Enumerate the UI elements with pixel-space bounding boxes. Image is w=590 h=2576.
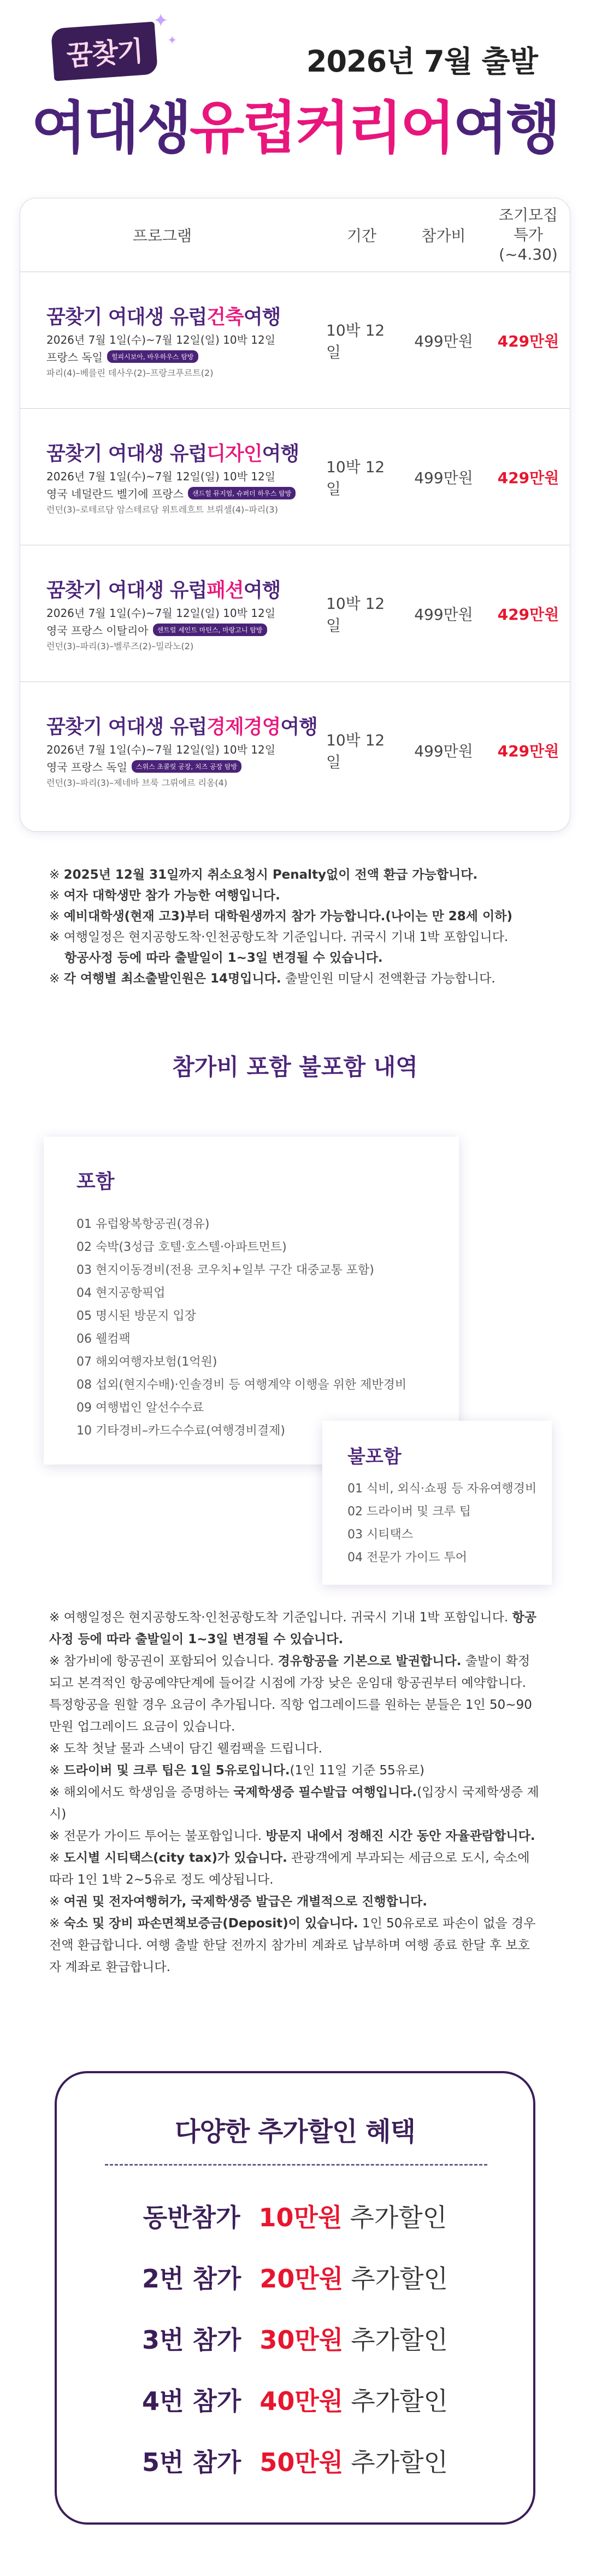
countries-text: 영국 프랑스 이탈리아 — [46, 624, 149, 637]
program-countries — [46, 758, 241, 774]
discount-amount: 50만원 — [259, 2448, 344, 2477]
notice-item: ※ 예비대학생(현재 고3)부터 대학원생까지 참가 가능합니다.(나이는 만 28세 이하) — [49, 909, 512, 924]
title-suffix: 여행 — [262, 443, 299, 465]
program-countries — [46, 622, 267, 638]
page-header — [0, 0, 590, 180]
notice-item: ※ 2025년 12월 31일까지 취소요청시 Penalty없이 전액 환급 가능합니다. — [49, 868, 478, 882]
program-dates: 2026년 7월 1일(수)~7월 12일(일) 10박 12일 — [46, 743, 276, 756]
list-item: 10 기타경비–카드수수료(여행경비결제) — [76, 1424, 285, 1438]
excluded-list — [347, 1478, 536, 1569]
discount-label: 4번 참가 — [142, 2386, 241, 2416]
list-item: 02 드라이버 및 크루 팁 — [347, 1505, 471, 1519]
program-dates: 2026년 7월 1일(수)~7월 12일(일) 10박 12일 — [46, 470, 276, 483]
list-item: 01 식비, 외식·쇼핑 등 자유여행경비 — [347, 1482, 537, 1496]
discount-suffix: 추가할인 — [351, 2264, 448, 2293]
program-early-price: 429만원 — [497, 742, 559, 760]
visit-badge: 센트럴 세인트 마틴스, 마랑고니 탐방 — [153, 624, 267, 636]
discount-amount: 30만원 — [259, 2325, 344, 2355]
discount-amount: 10만원 — [258, 2203, 343, 2232]
notice-item: ※ 해외에서도 학생임을 증명하는 국제학생증 필수발급 여행입니다.(입장시 국제학생증 제시) — [49, 1785, 539, 1821]
program-period: 10박 12일 — [326, 321, 385, 361]
list-item: 04 현지공항픽업 — [76, 1286, 166, 1300]
program-title — [46, 438, 299, 466]
notice-item: ※ 도시별 시티택스(city tax)가 있습니다. 관광객에게 부과되는 세금으로 도시, 숙소에 따라 1인 1박 2~5유로 정도 예상됩니다. — [49, 1851, 530, 1887]
inclusion-section-title: 참가비 포함 불포함 내역 — [172, 1054, 418, 1080]
title-part1: 여대생 — [31, 95, 190, 161]
sparkle-icon: ✦ — [167, 34, 178, 48]
title-prefix: 꿈찾기 여대생 유럽 — [46, 579, 207, 602]
discount-label: 동반참가 — [143, 2203, 240, 2232]
discount-amount: 20만원 — [259, 2264, 344, 2293]
title-highlight: 디자인 — [206, 443, 262, 465]
list-item: 03 현지이동경비(전용 코우치+일부 구간 대중교통 포함) — [76, 1263, 374, 1277]
included-list — [76, 1213, 406, 1443]
table-row[interactable] — [20, 545, 570, 681]
list-item: 03 시티택스 — [347, 1528, 413, 1542]
visit-badge: 스위스 초콜릿 공장, 치즈 공장 탐방 — [132, 760, 241, 773]
program-title — [46, 711, 317, 739]
title-part2: 유럽커리어 — [190, 95, 453, 161]
program-fee: 499만원 — [414, 332, 473, 350]
discount-row — [57, 2381, 533, 2418]
table-row[interactable] — [20, 681, 570, 818]
list-item: 09 여행법인 알선수수료 — [76, 1401, 204, 1415]
notice-item: ※ 여행일정은 현지공항도착·인천공항도착 기준입니다. 귀국시 기내 1박 포함입니다. — [49, 930, 509, 944]
program-fee: 499만원 — [414, 469, 473, 487]
discount-label: 3번 참가 — [142, 2325, 241, 2355]
title-highlight: 경제경영 — [206, 716, 281, 738]
countries-text: 프랑스 독일 — [46, 351, 103, 364]
notice-item: ※ 각 여행별 최소출발인원은 14명입니다. 출발인원 미달시 전액환급 가능합니다. — [49, 972, 495, 986]
sparkle-icon: ✦ — [153, 10, 169, 32]
discount-title: 다양한 추가할인 혜택 — [175, 2116, 415, 2147]
program-countries — [46, 485, 296, 501]
notice-item: ※ 여자 대학생만 참가 가능한 여행입니다. — [49, 889, 280, 903]
header-program: 프로그램 — [132, 227, 192, 245]
notice-item: 항공사정 등에 따라 출발일이 1~3일 변경될 수 있습니다. — [64, 951, 383, 965]
discount-suffix: 추가할인 — [350, 2203, 447, 2232]
excluded-card — [322, 1421, 552, 1585]
discount-row — [57, 2443, 533, 2479]
program-fee: 499만원 — [414, 742, 473, 760]
notice-item: ※ 전문가 가이드 투어는 불포함입니다. 방문지 내에서 정해진 시간 동안 자율관람합니다. — [49, 1829, 535, 1843]
list-item: 08 섭외(현지수배)·인솔경비 등 여행계약 이행을 위한 제반경비 — [76, 1378, 407, 1392]
notice-item: ※ 도착 첫날 물과 스낵이 담긴 웰컴팩을 드립니다. — [49, 1742, 322, 1756]
table-row[interactable] — [20, 272, 570, 408]
header-fee: 참가비 — [421, 227, 466, 245]
discount-row — [57, 2198, 533, 2234]
program-fee: 499만원 — [414, 605, 473, 624]
notice-item: ※ 여행일정은 현지공항도착·인천공항도착 기준입니다. 귀국시 기내 1박 포함입니다. 항공사정 등에 따라 출발일이 1~3일 변경될 수 있습니다. — [49, 1610, 536, 1646]
program-dates: 2026년 7월 1일(수)~7월 12일(일) 10박 12일 — [46, 333, 276, 346]
notice-item: ※ 드라이버 및 크루 팁은 1일 5유로입니다.(1인 11일 기준 55유로) — [49, 1763, 425, 1778]
departure-date: 2026년 7월 출발 — [306, 44, 538, 79]
title-prefix: 꿈찾기 여대생 유럽 — [46, 443, 207, 465]
notice-item: ※ 숙소 및 장비 파손면책보증금(Deposit)이 있습니다. 1인 50유로로 파손이 없을 경우 전액 환급합니다. 여행 출발 한달 전까지 참가비 계좌로 납부하며 여행 종료 한달 후 보호자 계좌로 환급합니다. — [49, 1916, 536, 1974]
program-table — [20, 198, 570, 832]
program-dates: 2026년 7월 1일(수)~7월 12일(일) 10박 12일 — [46, 607, 276, 620]
page-title — [0, 82, 590, 164]
list-item: 07 해외여행자보험(1억원) — [76, 1355, 217, 1369]
program-route: 런던(3)–로테르담 암스테르담 위트레흐트 브뤼셀(4)–파리(3) — [46, 504, 278, 515]
list-item: 05 명시된 방문지 입장 — [76, 1309, 196, 1323]
header-early-price: 조기모집 특가 (~4.30) — [498, 206, 558, 263]
program-early-price: 429만원 — [497, 605, 559, 624]
program-period: 10박 12일 — [326, 595, 385, 634]
notice-item: ※ 참가비에 항공권이 포함되어 있습니다. 경유항공을 기본으로 발권합니다. 출발이 확정되고 본격적인 항공예약단계에 들어갈 시점에 가장 낮은 운임대 항공권부터 예약합니다. 특정항공을 원할 경우 요금이 추가됩니다. 직항 업그레이드를 원하는 분들은 1인 50~90만원 업그레이드 요금이 있습니다. — [49, 1654, 532, 1734]
program-route: 런던(3)–파리(3)–제네바 브룩 그뤼에르 리옹(4) — [46, 778, 228, 788]
dashed-divider — [105, 2164, 487, 2166]
excluded-title: 불포함 — [347, 1446, 402, 1468]
list-item: 02 숙박(3성급 호텔·호스텔·아파트먼트) — [76, 1240, 287, 1254]
title-prefix: 꿈찾기 여대생 유럽 — [46, 306, 207, 328]
list-item: 04 전문가 가이드 투어 — [347, 1551, 467, 1565]
program-early-price: 429만원 — [497, 469, 559, 487]
discount-label: 5번 참가 — [142, 2448, 241, 2477]
program-route: 런던(3)–파리(3)–벨루즈(2)–밀라노(2) — [46, 641, 194, 651]
program-countries — [46, 349, 198, 364]
header-period: 기간 — [346, 227, 377, 245]
detail-notice-list — [49, 1607, 541, 1978]
title-prefix: 꿈찾기 여대생 유럽 — [46, 716, 207, 738]
title-highlight: 건축 — [206, 306, 244, 328]
list-item: 01 유럽왕복항공권(경유) — [76, 1218, 210, 1231]
title-highlight: 패션 — [206, 579, 244, 602]
program-route: 파리(4)–베를린 데사우(2)–프랑크푸르트(2) — [46, 368, 214, 378]
discount-amount: 40만원 — [259, 2386, 344, 2416]
title-suffix: 여행 — [243, 306, 281, 328]
program-title — [46, 302, 280, 330]
program-period: 10박 12일 — [326, 731, 385, 771]
list-item: 06 웰컴팩 — [76, 1332, 131, 1346]
visit-badge: 샌드힐 뮤지엄, 슈퍼더 하우스 탐방 — [188, 487, 296, 499]
notice-list — [49, 864, 541, 989]
table-header — [20, 198, 570, 272]
countries-text: 영국 프랑스 독일 — [46, 761, 127, 774]
discount-suffix: 추가할인 — [351, 2325, 448, 2355]
program-early-price: 429만원 — [497, 332, 559, 350]
logo-text: 꿈찾기 — [65, 35, 144, 72]
included-card — [44, 1137, 459, 1465]
title-suffix: 여행 — [280, 716, 317, 738]
discount-label: 2번 참가 — [142, 2264, 241, 2293]
program-title — [46, 575, 280, 603]
included-title: 포함 — [76, 1171, 115, 1193]
visit-badge: 힐피시보아, 바우하우스 탐방 — [107, 350, 198, 363]
discount-suffix: 추가할인 — [351, 2386, 448, 2416]
discount-card — [55, 2071, 535, 2525]
program-period: 10박 12일 — [326, 458, 385, 498]
title-part3: 여행 — [453, 95, 559, 161]
logo — [51, 21, 158, 81]
title-suffix: 여행 — [243, 579, 281, 602]
discount-suffix: 추가할인 — [351, 2448, 448, 2477]
notice-item: ※ 여권 및 전자여행허가, 국제학생증 발급은 개별적으로 진행합니다. — [49, 1895, 427, 1909]
countries-text: 영국 네덜란드 벨기에 프랑스 — [46, 487, 184, 501]
discount-row — [57, 2320, 533, 2356]
table-row[interactable] — [20, 408, 570, 545]
discount-row — [57, 2259, 533, 2295]
